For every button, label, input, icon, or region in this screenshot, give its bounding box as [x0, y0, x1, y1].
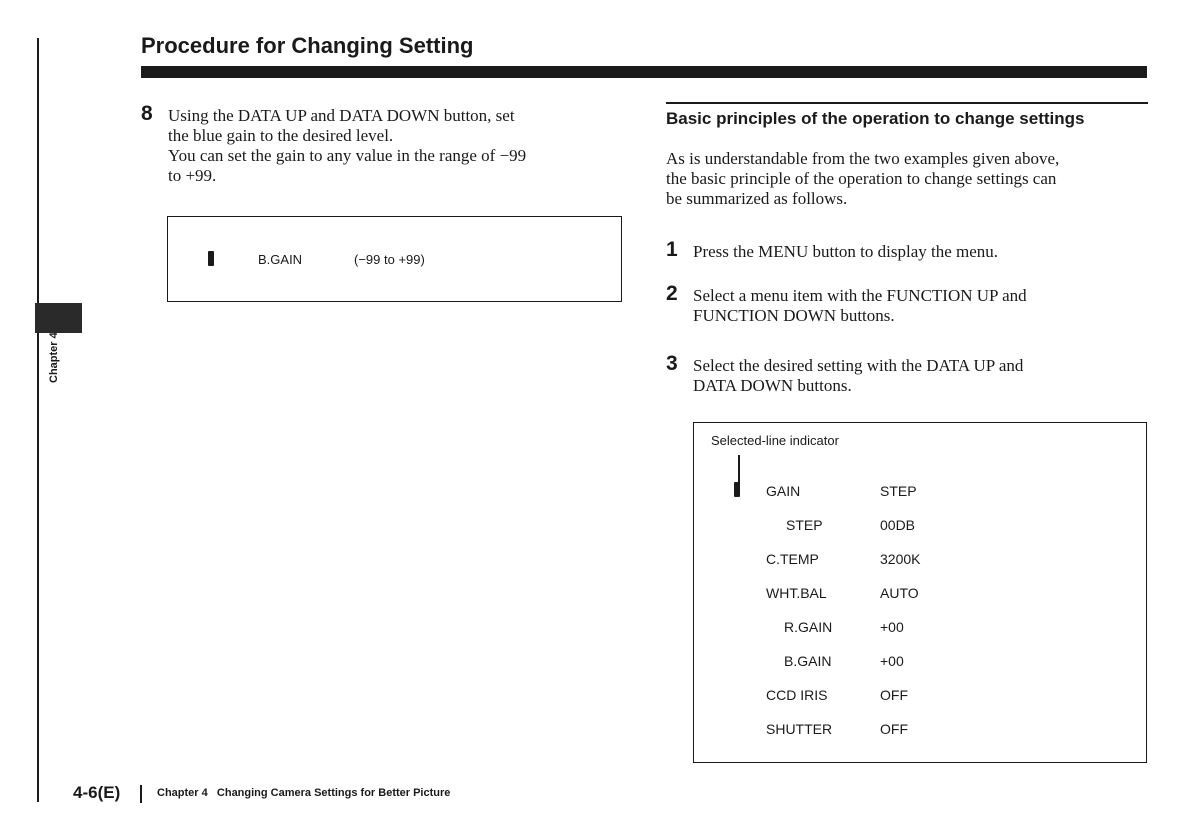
step-number: 3 [666, 352, 678, 375]
para-line: As is understandable from the two examples given above, [666, 149, 1060, 168]
menu-label: CCD IRIS [766, 687, 828, 703]
page-title: Procedure for Changing Setting [141, 33, 474, 58]
step-number: 1 [666, 238, 678, 261]
menu-label: GAIN [766, 483, 801, 499]
menu-label: SHUTTER [766, 721, 833, 737]
menu-label: STEP [786, 517, 823, 533]
menu-value: OFF [880, 687, 908, 703]
step-number: 8 [141, 102, 153, 125]
step-text [693, 286, 1151, 326]
step-1 [666, 238, 1151, 262]
selected-line-marker [208, 251, 214, 266]
step-text [693, 242, 1151, 262]
step-line: Press the MENU button to display the menu. [693, 242, 999, 261]
display-item: B.GAIN [258, 252, 303, 267]
title-rule-bar [141, 66, 1147, 78]
left-margin-rule [37, 38, 39, 802]
page-number: 4-6(E) [73, 783, 121, 802]
menu-value: +00 [880, 653, 904, 669]
indicator-arrow [738, 455, 740, 483]
heading-rule [666, 102, 1148, 104]
step-line: DATA DOWN buttons. [693, 376, 852, 395]
para-line: the basic principle of the operation to change settings can [666, 169, 1057, 188]
menu-value: OFF [880, 721, 908, 737]
menu-label: B.GAIN [784, 653, 832, 669]
step-line: Select a menu item with the FUNCTION UP and [693, 286, 1027, 305]
menu-label: WHT.BAL [766, 585, 827, 601]
menu-display-box [693, 422, 1147, 763]
chapter-side-label: Chapter 4 [48, 332, 60, 383]
menu-label: C.TEMP [766, 551, 819, 567]
footer-divider [140, 785, 142, 803]
step-2 [666, 282, 1151, 326]
footer-chapter-title: Chapter 4 Changing Camera Settings for Better Picture [157, 787, 451, 799]
step-line: You can set the gain to any value in the range of −99 [168, 146, 527, 165]
menu-value: AUTO [880, 585, 919, 601]
step-line: Using the DATA UP and DATA DOWN button, set [168, 106, 515, 125]
menu-value: 00DB [880, 517, 916, 533]
menu-value: STEP [880, 483, 917, 499]
step-line: the blue gain to the desired level. [168, 126, 394, 145]
selected-line-marker [734, 482, 740, 497]
step-8 [141, 102, 621, 186]
step-3 [666, 352, 1151, 396]
intro-paragraph [666, 149, 1151, 209]
step-text [693, 356, 1151, 396]
step-number: 2 [666, 282, 678, 305]
step-text [168, 106, 621, 186]
section-heading: Basic principles of the operation to change settings [666, 109, 1085, 128]
menu-value: 3200K [880, 551, 921, 567]
step-line: to +99. [168, 166, 217, 185]
step-line: Select the desired setting with the DATA UP and [693, 356, 1024, 375]
step-line: FUNCTION DOWN buttons. [693, 306, 895, 325]
para-line: be summarized as follows. [666, 189, 848, 208]
menu-label: R.GAIN [784, 619, 833, 635]
indicator-label: Selected-line indicator [711, 433, 839, 448]
display-range: (−99 to +99) [354, 252, 425, 267]
menu-value: +00 [880, 619, 904, 635]
